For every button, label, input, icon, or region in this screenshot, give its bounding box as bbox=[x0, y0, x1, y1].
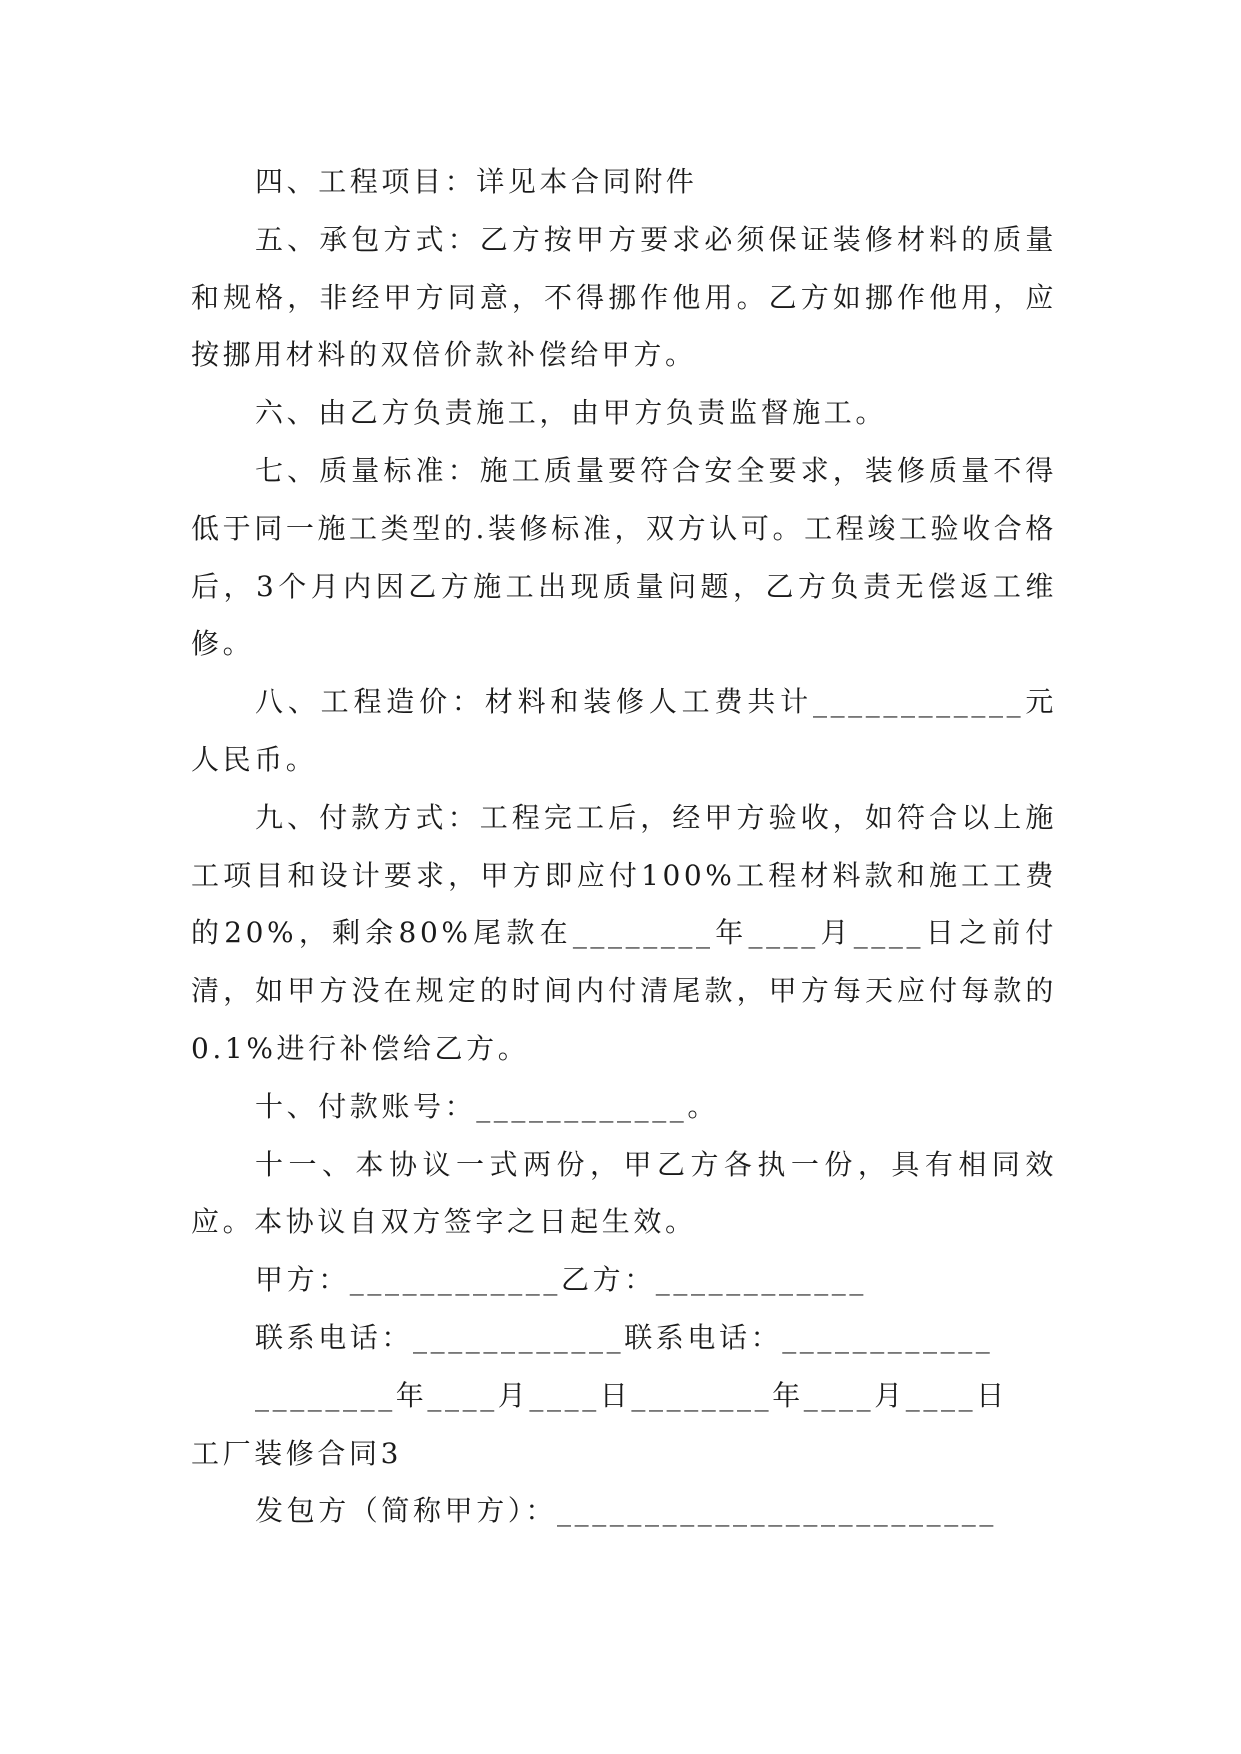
clause-4-project: 四、工程项目：详见本合同附件 bbox=[255, 165, 698, 198]
signature-parties: 甲方：____________乙方：____________ bbox=[255, 1263, 868, 1297]
clause-6-construction: 六、由乙方负责施工，由甲方负责监督施工。 bbox=[255, 396, 888, 430]
employer-line: 发包方（简称甲方）：_________________________ bbox=[255, 1494, 998, 1528]
clause-7-quality-standard: 七、质量标准：施工质量要符合安全要求，装修质量不得低于同一施工类型的.装修标准，双方认可。工程竣工验收合格后，3个月内因乙方施工出现质量问题，乙方负责无偿返工维修。 bbox=[191, 453, 1057, 661]
clause-10-payment-account: 十、付款账号：____________。 bbox=[255, 1089, 720, 1123]
signature-phones: 联系电话：____________联系电话：____________ bbox=[255, 1320, 994, 1354]
signature-dates: ________年____月____日________年____月____日 bbox=[255, 1378, 1008, 1412]
clause-11-copies: 十一、本协议一式两份，甲乙方各执一份，具有相同效应。本协议自双方签字之日起生效。 bbox=[191, 1147, 1057, 1239]
section-heading: 工厂装修合同3 bbox=[191, 1436, 403, 1470]
clause-9-payment-method: 九、付款方式：工程完工后，经甲方验收，如符合以上施工项目和设计要求，甲方即应付100%工程材料款和施工工费的20%，剩余80%尾款在________年____月____日之前付清，如甲方没在规定的时间内付清尾款，甲方每天应付每款的0.1%进行补偿给乙方。 bbox=[191, 800, 1057, 1065]
clause-8-project-cost: 八、工程造价：材料和装修人工费共计____________元人民币。 bbox=[191, 685, 1057, 776]
clause-5-contract-method: 五、承包方式：乙方按甲方要求必须保证装修材料的质量和规格，非经甲方同意，不得挪作他用。乙方如挪作他用，应按挪用材料的双倍价款补偿给甲方。 bbox=[191, 222, 1057, 372]
contract-body bbox=[191, 153, 1057, 1540]
